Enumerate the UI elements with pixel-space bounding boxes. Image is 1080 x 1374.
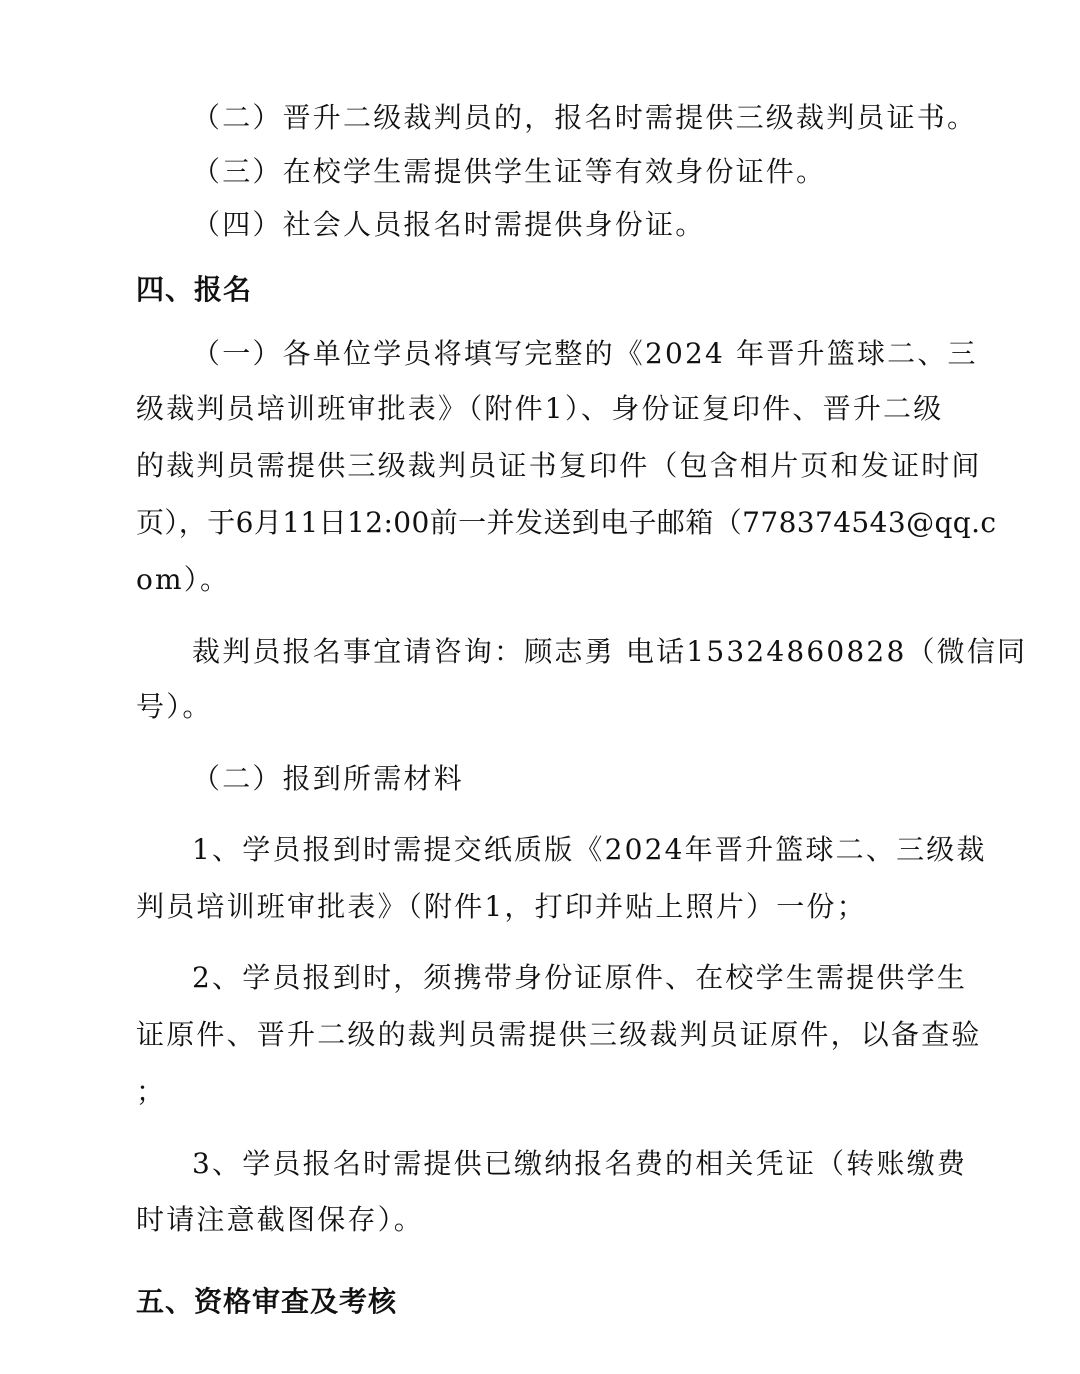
paragraph-line: 3、学员报名时需提供已缴纳报名费的相关凭证（转账缴费 — [192, 1147, 968, 1180]
paragraph-line: om）。 — [136, 563, 231, 596]
paragraph-line: 证原件、晋升二级的裁判员需提供三级裁判员证原件，以备查验 — [136, 1018, 982, 1051]
paragraph-line: （四）社会人员报名时需提供身份证。 — [192, 208, 706, 241]
paragraph-line: （三）在校学生需提供学生证等有效身份证件。 — [192, 155, 827, 188]
paragraph-line: （二）晋升二级裁判员的，报名时需提供三级裁判员证书。 — [192, 101, 978, 134]
paragraph-line: ； — [136, 1075, 167, 1108]
paragraph-line: 裁判员报名事宜请咨询：顾志勇 电话15324860828（微信同 — [192, 635, 1028, 668]
paragraph-line: 的裁判员需提供三级裁判员证书复印件（包含相片页和发证时间 — [136, 449, 982, 482]
section-heading: 五、资格审查及考核 — [136, 1285, 398, 1318]
paragraph-line: 1、学员报到时需提交纸质版《2024年晋升篮球二、三级裁 — [192, 833, 987, 866]
paragraph-line: 时请注意截图保存）。 — [136, 1203, 425, 1236]
paragraph-line: 级裁判员培训班审批表》（附件1）、身份证复印件、晋升二级 — [136, 392, 944, 425]
paragraph-line: （二）报到所需材料 — [192, 762, 464, 795]
paragraph-line: 号）。 — [136, 690, 213, 723]
paragraph-line: （一）各单位学员将填写完整的《2024 年晋升篮球二、三 — [192, 337, 978, 370]
section-heading: 四、报名 — [136, 273, 253, 306]
paragraph-line: 判员培训班审批表》（附件1，打印并贴上照片）一份； — [136, 890, 867, 923]
paragraph-line: 页），于6月11日12:00前一并发送到电子邮箱（778374543@qq.c — [136, 506, 997, 539]
paragraph-line: 2、学员报到时，须携带身份证原件、在校学生需提供学生 — [192, 961, 968, 994]
